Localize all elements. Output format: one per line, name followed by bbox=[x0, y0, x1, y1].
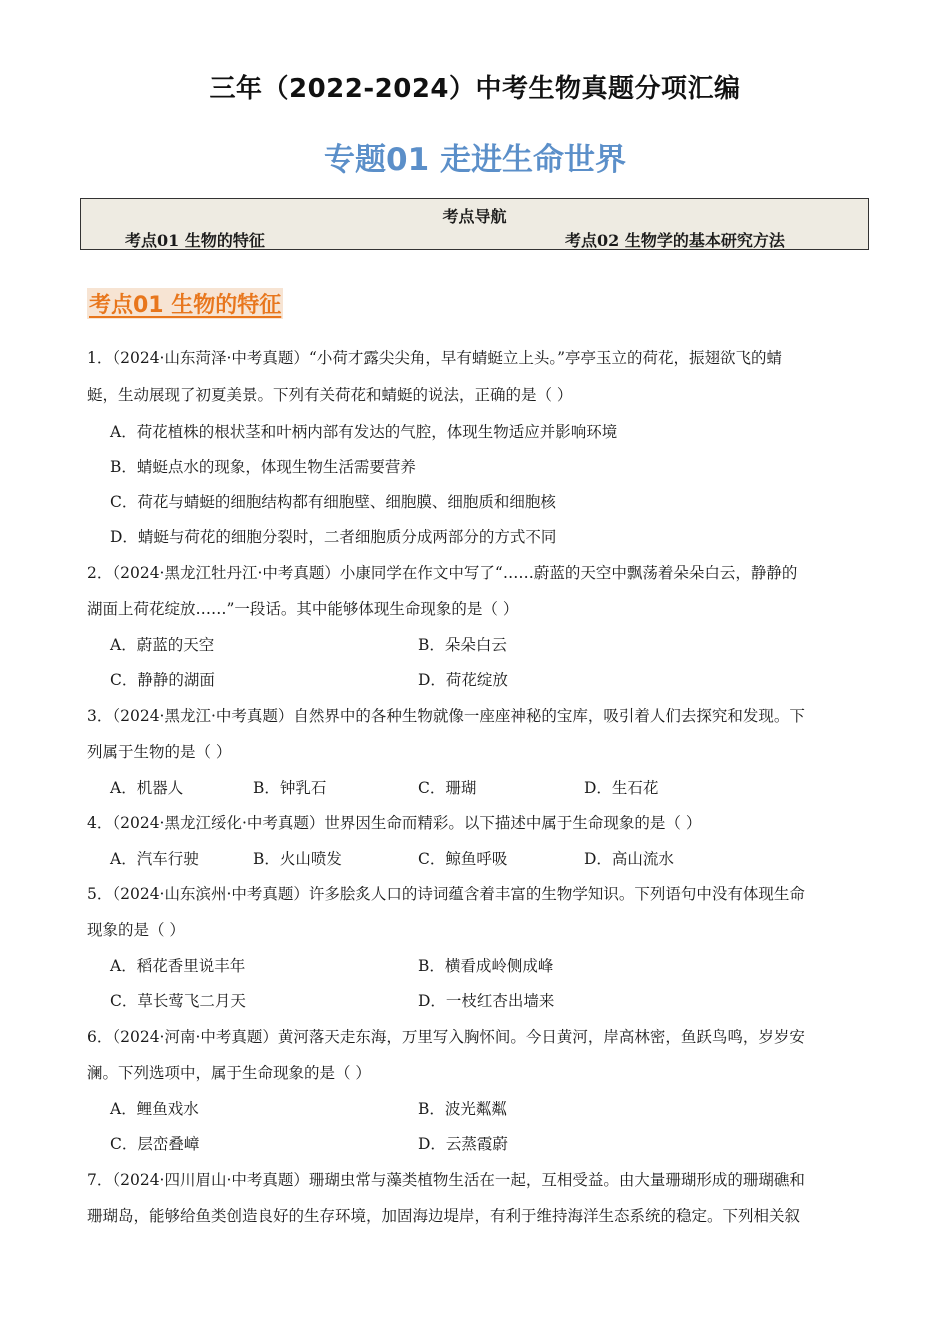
question-1-line-2: 蜓，生动展现了初夏美景。下列有关荷花和蜻蜓的说法，正确的是（ ） bbox=[87, 386, 573, 404]
document-title: 三年（2022-2024）中考生物真题分项汇编 bbox=[209, 74, 741, 104]
nav-item-point-02[interactable]: 考点02 生物学的基本研究方法 bbox=[565, 231, 785, 250]
question-3-option-c: C．珊瑚 bbox=[418, 779, 477, 797]
question-5-line-2: 现象的是（ ） bbox=[87, 921, 185, 939]
question-4-option-a: A．汽车行驶 bbox=[110, 850, 199, 868]
question-5-option-b: B．横看成岭侧成峰 bbox=[418, 957, 554, 975]
question-5-option-c: C．草长莺飞二月天 bbox=[110, 992, 246, 1010]
question-2-option-a: A．蔚蓝的天空 bbox=[110, 636, 215, 654]
question-5-option-d: D．一枝红杏出墙来 bbox=[418, 992, 555, 1010]
question-1-option-c: C．荷花与蜻蜓的细胞结构都有细胞壁、细胞膜、细胞质和细胞核 bbox=[110, 493, 556, 511]
question-3-line-2: 列属于生物的是（ ） bbox=[87, 743, 232, 761]
nav-item-point-01[interactable]: 考点01 生物的特征 bbox=[125, 231, 265, 250]
question-2-line-2: 湖面上荷花绽放……”一段话。其中能够体现生命现象的是（ ） bbox=[87, 600, 519, 618]
section-heading: 考点01 生物的特征 bbox=[87, 288, 283, 319]
question-5-option-a: A．稻花香里说丰年 bbox=[110, 957, 246, 975]
question-6-line-1: 6．（2024·河南·中考真题）黄河落天走东海，万里写入胸怀间。今日黄河，岸高林密，鱼跃鸟鸣，岁岁安 bbox=[87, 1028, 805, 1046]
question-2-option-b: B．朵朵白云 bbox=[418, 636, 507, 654]
question-2-option-d: D．荷花绽放 bbox=[418, 671, 508, 689]
question-4-line-1: 4．（2024·黑龙江绥化·中考真题）世界因生命而精彩。以下描述中属于生命现象的是（ ） bbox=[87, 814, 702, 832]
navigation-title: 考点导航 bbox=[442, 207, 507, 226]
question-6-option-b: B．波光粼粼 bbox=[418, 1100, 507, 1118]
question-1-line-1: 1．（2024·山东菏泽·中考真题）“小荷才露尖尖角，早有蜻蜓立上头。”亭亭玉立的荷花，振翅欲飞的蜻 bbox=[87, 349, 783, 367]
question-4-option-b: B．火山喷发 bbox=[253, 850, 342, 868]
question-2-option-c: C．静静的湖面 bbox=[110, 671, 215, 689]
question-3-option-a: A．机器人 bbox=[110, 779, 184, 797]
question-3-option-d: D．生石花 bbox=[584, 779, 659, 797]
question-6-line-2: 澜。下列选项中，属于生命现象的是（ ） bbox=[87, 1064, 371, 1082]
question-6-option-a: A．鲤鱼戏水 bbox=[110, 1100, 199, 1118]
question-1-option-d: D．蜻蜓与荷花的细胞分裂时，二者细胞质分成两部分的方式不同 bbox=[110, 528, 557, 546]
question-4-option-c: C．鲸鱼呼吸 bbox=[418, 850, 508, 868]
question-7-line-1: 7．（2024·四川眉山·中考真题）珊瑚虫常与藻类植物生活在一起，互相受益。由大量珊瑚形成的珊瑚礁和 bbox=[87, 1171, 805, 1189]
question-1-option-a: A．荷花植株的根状茎和叶柄内部有发达的气腔，体现生物适应并影响环境 bbox=[110, 423, 618, 441]
question-2-line-1: 2．（2024·黑龙江牡丹江·中考真题）小康同学在作文中写了“……蔚蓝的天空中飘荡着朵朵白云，静静的 bbox=[87, 564, 798, 582]
question-1-option-b: B．蜻蜓点水的现象，体现生物生活需要营养 bbox=[110, 458, 416, 476]
question-3-line-1: 3．（2024·黑龙江·中考真题）自然界中的各种生物就像一座座神秘的宝库，吸引着人们去探究和发现。下 bbox=[87, 707, 805, 725]
question-3-option-b: B．钟乳石 bbox=[253, 779, 327, 797]
navigation-box bbox=[80, 198, 869, 250]
topic-title: 专题01 走进生命世界 bbox=[324, 142, 626, 178]
question-6-option-c: C．层峦叠嶂 bbox=[110, 1135, 200, 1153]
question-6-option-d: D．云蒸霞蔚 bbox=[418, 1135, 508, 1153]
question-7-line-2: 珊瑚岛，能够给鱼类创造良好的生存环境，加固海边堤岸，有利于维持海洋生态系统的稳定。下列相关叙 bbox=[87, 1207, 801, 1225]
question-4-option-d: D．高山流水 bbox=[584, 850, 674, 868]
question-5-line-1: 5．（2024·山东滨州·中考真题）许多脍炙人口的诗词蕴含着丰富的生物学知识。下列语句中没有体现生命 bbox=[87, 885, 805, 903]
